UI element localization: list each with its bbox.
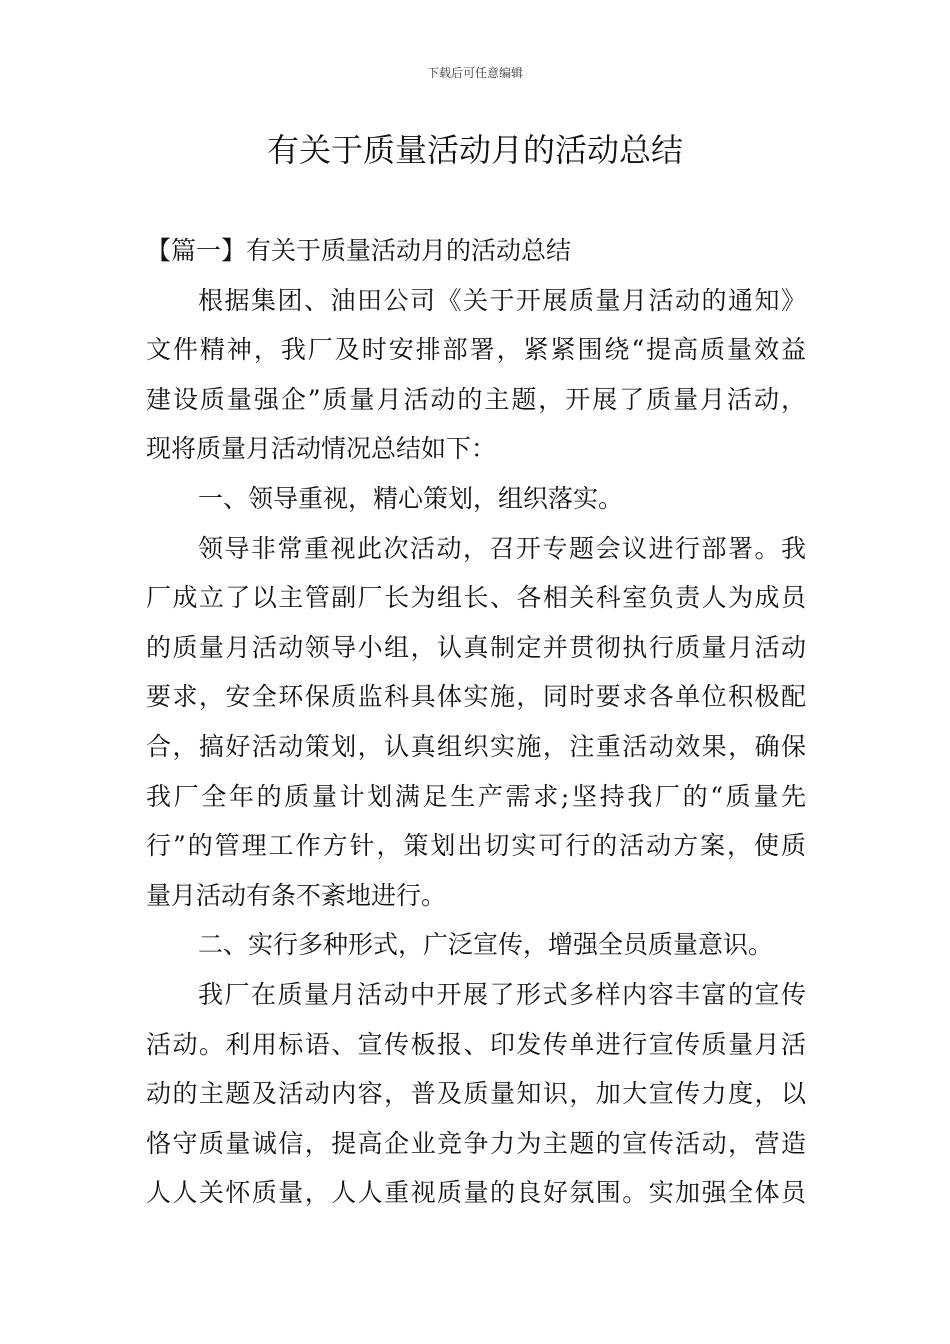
paragraph-line: 根据集团、油田公司《关于开展质量月活动的通知》 (198, 285, 806, 315)
paragraph-line: 领导非常重视此次活动，召开专题会议进行部署。我 (198, 533, 806, 563)
paragraph-line: 人人关怀质量，人人重视质量的良好氛围。实加强全体员 (146, 1178, 806, 1208)
paragraph-line: 现将质量月活动情况总结如下： (146, 434, 497, 464)
document-body (146, 226, 806, 1218)
paragraph-line: 要求，安全环保质监科具体实施，同时要求各单位积极配 (146, 682, 806, 712)
subheading-line: 二、实行多种形式，广泛宣传，增强全员质量意识。 (198, 930, 774, 960)
paragraph-line: 的质量月活动领导小组，认真制定并贯彻执行质量月活动 (146, 632, 806, 662)
paragraph-line: 合，搞好活动策划，认真组织实施，注重活动效果，确保 (146, 731, 806, 761)
paragraph-line: 我厂在质量月活动中开展了形式多样内容丰富的宣传 (198, 979, 806, 1009)
paragraph-line: 厂成立了以主管副厂长为组长、各相关科室负责人为成员 (146, 583, 806, 613)
paragraph-line: 建设质量强企”质量月活动的主题，开展了质量月活动， (146, 384, 806, 414)
paragraph-line: 我厂全年的质量计划满足生产需求;坚持我厂的“质量先 (146, 781, 806, 811)
document-title: 有关于质量活动月的活动总结 (266, 131, 683, 169)
paragraph-line: 活动。利用标语、宣传板报、印发传单进行宣传质量月活 (146, 1029, 806, 1059)
section-heading: 【篇一】有关于质量活动月的活动总结 (146, 236, 572, 265)
paragraph-line: 文件精神，我厂及时安排部署，紧紧围绕“提高质量效益 (146, 335, 806, 365)
header-note: 下载后可任意编辑 (426, 66, 523, 80)
paragraph-line: 行”的管理工作方针，策划出切实可行的活动方案，使质 (146, 831, 806, 861)
paragraph-line: 量月活动有条不紊地进行。 (146, 880, 447, 910)
paragraph-line: 恪守质量诚信，提高企业竞争力为主题的宣传活动，营造 (146, 1128, 806, 1158)
paragraph-line: 动的主题及活动内容，普及质量知识，加大宣传力度，以 (146, 1079, 806, 1109)
subheading-line: 一、领导重视，精心策划，组织落实。 (198, 483, 624, 513)
